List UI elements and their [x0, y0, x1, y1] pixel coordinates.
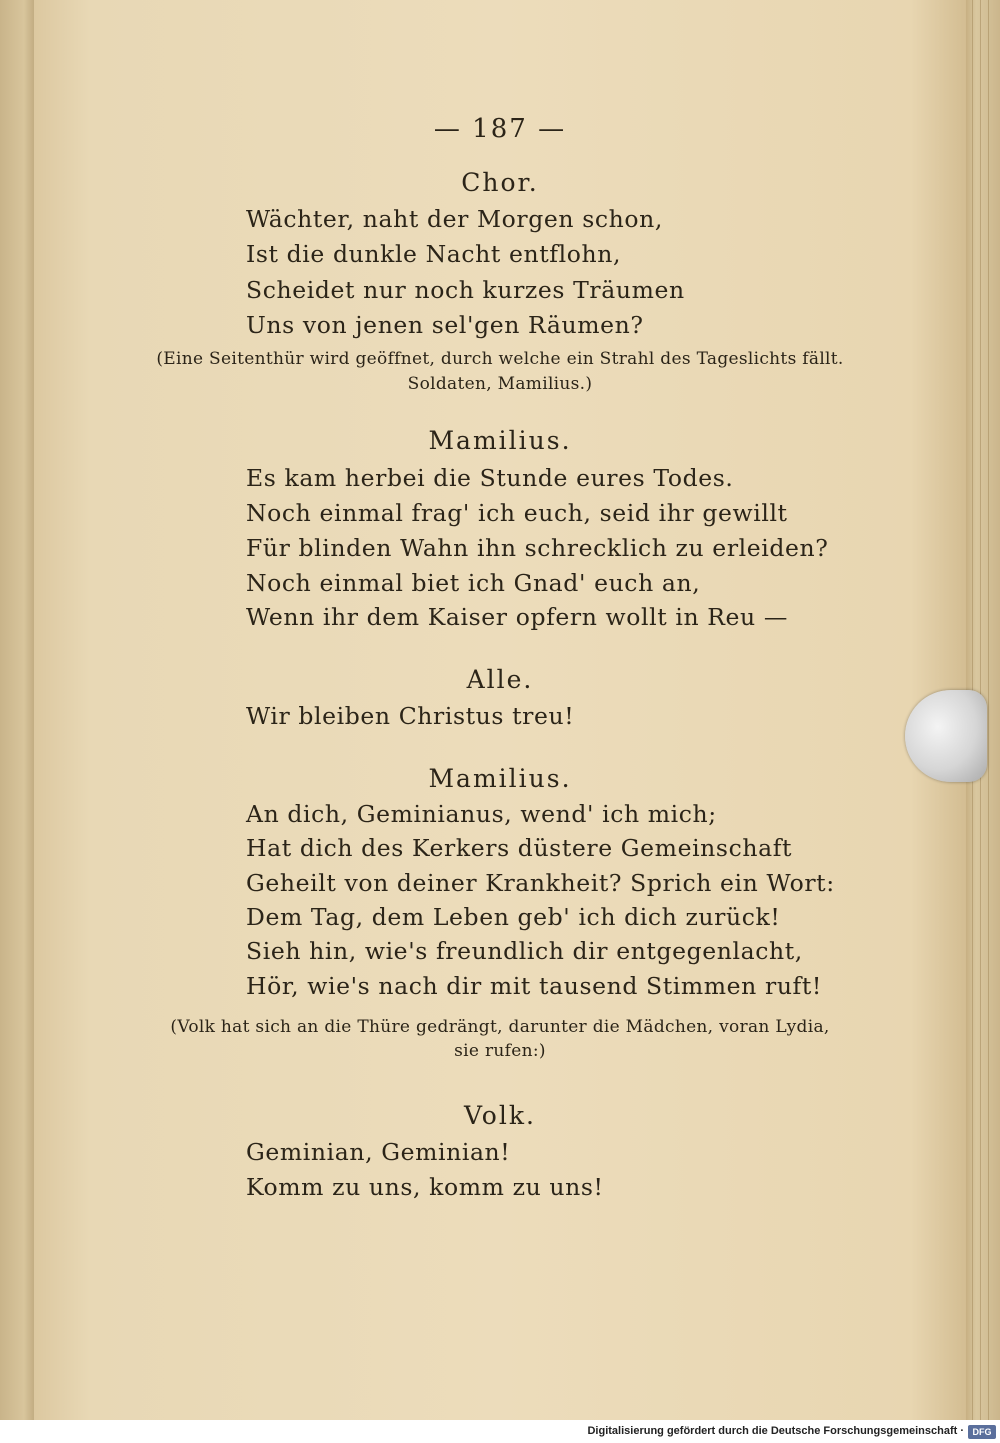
verse-line: Es kam herbei die Stunde eures Todes. [246, 464, 734, 492]
verse-line: An dich, Geminianus, wend' ich mich; [246, 800, 717, 828]
verse-line: Sieh hin, wie's freundlich dir entgegenlacht, [246, 937, 803, 965]
speaker-alle: Alle. [466, 665, 534, 694]
speaker-chor: Chor. [461, 168, 539, 197]
verse-line: Noch einmal frag' ich euch, seid ihr gewillt [246, 499, 788, 527]
verse-line: Komm zu uns, komm zu uns! [246, 1173, 604, 1201]
verse-line: Ist die dunkle Nacht entflohn, [246, 240, 622, 268]
stage-direction: (Volk hat sich an die Thüre gedrängt, darunter die Mädchen, voran Lydia, [170, 1017, 830, 1037]
page-number: — 187 — [433, 114, 567, 144]
verse-line: Wenn ihr dem Kaiser opfern wollt in Reu — [246, 603, 788, 631]
verse-line: Hat dich des Kerkers düstere Gemeinschaft [246, 834, 793, 862]
verse-line: Hör, wie's nach dir mit tausend Stimmen ruft! [246, 972, 822, 1000]
verse-line: Noch einmal biet ich Gnad' euch an, [246, 569, 701, 597]
verse-line: Wächter, naht der Morgen schon, [246, 205, 663, 233]
speaker-mamilius: Mamilius. [428, 426, 572, 455]
verse-line: Geminian, Geminian! [246, 1138, 511, 1166]
speaker-mamilius: Mamilius. [428, 764, 572, 793]
stage-direction: (Eine Seitenthür wird geöffnet, durch welche ein Strahl des Tageslichts fällt. [156, 349, 844, 369]
verse-line: Für blinden Wahn ihn schrecklich zu erleiden? [246, 534, 829, 562]
verse-line: Wir bleiben Christus treu! [246, 702, 575, 730]
verse-line: Scheidet nur noch kurzes Träumen [246, 276, 685, 304]
verse-line: Geheilt von deiner Krankheit? Sprich ein Wort: [246, 869, 835, 897]
digitization-credit: Digitalisierung gefördert durch die Deutsche Forschungsgemeinschaft · [587, 1425, 964, 1437]
stage-direction: sie rufen:) [454, 1041, 546, 1061]
verse-line: Uns von jenen sel'gen Räumen? [246, 311, 644, 339]
speaker-volk: Volk. [464, 1101, 536, 1130]
verse-line: Dem Tag, dem Leben geb' ich dich zurück! [246, 903, 781, 931]
dfg-logo: DFG [968, 1425, 996, 1439]
stage-direction: Soldaten, Mamilius.) [407, 374, 593, 394]
